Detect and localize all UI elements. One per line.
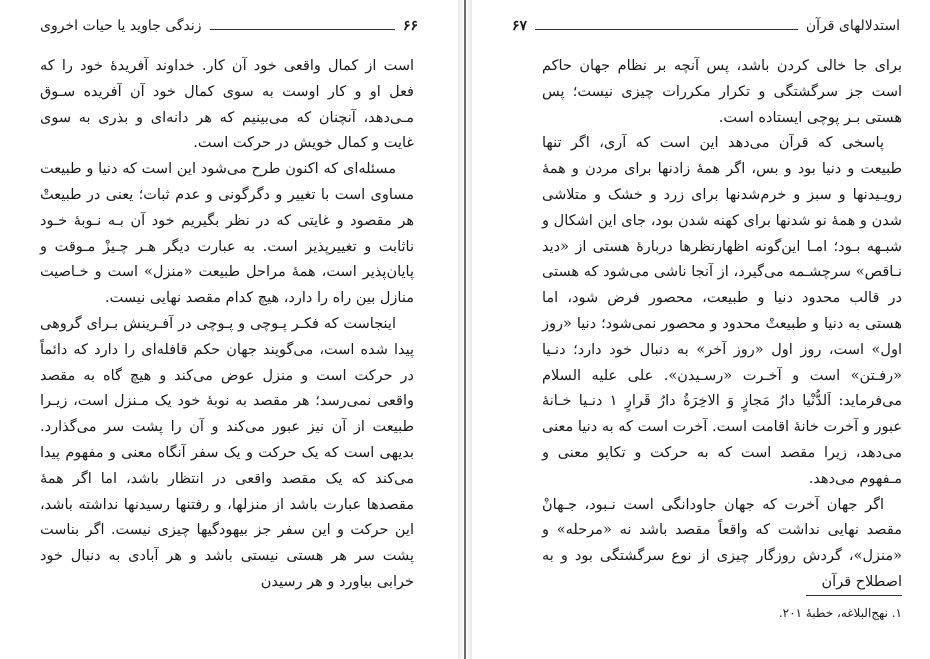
paragraph: است از کمال واقعی خود آن کار. خداوند آفریدهٔ خود را که فعل او و کار اوست به سوی کمال خود آن آفریده سـوق مـی‌دهد، آنچنان که می‌بینیم که هر دانه‌ای و بذری به سوی غایت و کمال خویش در حرکت است. [40,58,414,152]
page-header [40,14,418,38]
running-title: استدلالهای قرآن [805,18,900,34]
gutter-fold-line [464,0,466,659]
paragraph: پاسخی که قرآن می‌دهد این است که آری، اگر تنها طبیعت و دنیا بود و بس، اگر همهٔ زادنها برای مردن و همهٔ رویـیدنها و سبز و خرم‌شدنها برای زرد و خشک و متلاشی شدن و همهٔ نو شدنها برای کهنه شدن بود، جای این اشکال و شبـهه بـود؛ امـا این‌گونه اظهارنظرها دربارهٔ هستی از «دید نـاقص» سرچشـمه می‌گیرد، از آنجا ناشی می‌شود که هستی در قالب محدود دنیا و طبیعت، محصور فرض شود، اما هستی به دنیا و طبیعتْ محدود و محصور نمی‌شود؛ دنیا «روز اول» است، روز اول «روز آخر» به دنبال خود دارد؛ دنـیا «رفـتن» است و آخـرت «رسـیدن». علی علیه السلام می‌فرماید: اَلدُّنْیا دارُ مَجازٍ وَ الاخِرَةُ دارُ قَرارٍ ۱ دنـیا خـانهٔ عبور و آخرت خانهٔ اقامت است. آخرت است که به دنیا معنی می‌دهد، زیرا مقصد است که به حرکت و تکاپو معنی و مـفهوم می‌دهد. [542,135,902,487]
right-page [472,0,930,659]
header-rule [535,29,798,30]
page-body [40,54,414,596]
running-title: زندگی جاوید یا حیات اخروی [40,18,202,34]
page-number: ۶۶ [402,18,418,34]
paragraph: برای جا خالی کردن باشد، پس آنچه بر نظام جهان حاکم است جز سرگشتگی و تکرار مکررات چیزی نیست؛ پس هستی بـر پوچی ایستاده است. [542,58,902,126]
page-body [542,54,902,596]
left-page [0,0,458,659]
footnote-rule [806,595,902,596]
paragraph: اگر جهان آخرت که جهان جاودانگی است نـبود، جـهانْ مقصد نهایی نداشت که واقعاً مقصد باشد نه «مرحله» و «منزل»، گردش روزگار چیزی از نوع سرگشتگی بود و به اصطلاح قرآن [542,496,902,590]
footnote: ۱. نهج‌البلاغه، خطبهٔ ۲۰۱. [778,606,902,620]
paragraph: مسئله‌ای که اکنون طرح می‌شود این است که دنیا و طبیعت مساوی است با تغییر و دگرگونی و عدم ثبات؛ یعنی در طبیعتْ هر مقصود و غایتی که در نظر بگیریم خود آن بـه نـوبهٔ خـود ناثابت و تغییرپذیر است. به عبارت دیگر هـر چـیزْ مـوقت و پایان‌پذیر است، همهٔ مراحل طبیعت «منزل» است و خـاصیت منازل بین راه را دارد، هیچ کدام مقصد نهایی نیست. [40,161,414,307]
page-number: ۶۷ [512,18,528,34]
header-rule [210,29,395,30]
page-header [512,14,900,38]
paragraph: اینجاست که فکـر پـوچی و پـوچی در آفـرینش بـرای گروهی پیدا شده است، می‌گویند جهان حکم قافله‌ای را دارد که دائماً در حرکت است و منزل عوض می‌کند و هیچ گاه به مقصد واقعی نمی‌رسد؛ هر مقصد به نوبهٔ خود یک مـنزل است، زیـرا طبیعت از آن نیز عبور می‌کند و آن را پشت سر می‌گذارد. بدیهی است که یک حرکت و یک سفر آنگاه معنی و مفهوم پیدا می‌کند که یک مقصد واقعی در انتظار باشد، اما اگر همهٔ مقصدها عبارت باشد از منزلها، و رفتنها رسیدنها نداشته باشد، این حرکت و این سفر جز بیهودگیها چیزی نیست. اگر بناست پشت سر هر هستی نیستی باشد و هر آبادی به دنبال خود خرابی بیاورد و هر رسیدن [40,315,414,590]
